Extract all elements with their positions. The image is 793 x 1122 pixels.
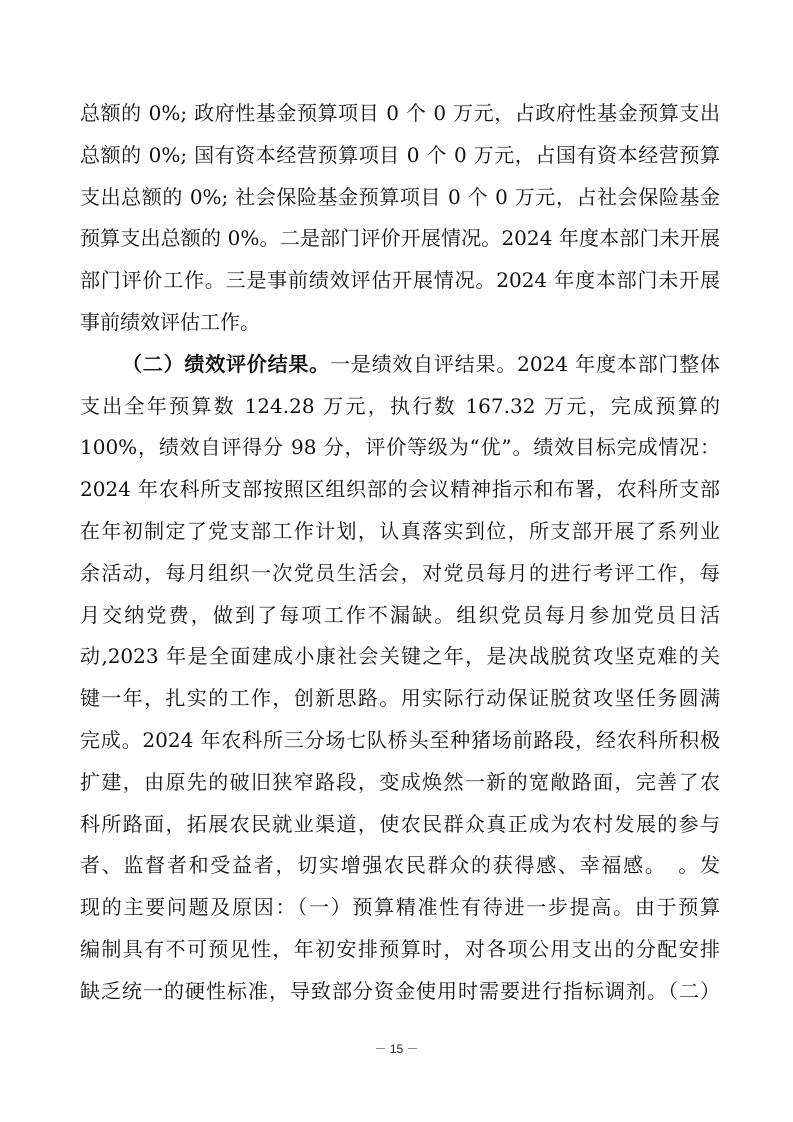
text-run: 一是绩效自评结果。2024 年度本部门整体 — [329, 351, 720, 376]
document-body — [80, 93, 720, 1013]
text-line: 月交纳党费，做到了每项工作不漏缺。组织党员每月参加党员日活 — [80, 602, 720, 627]
text-line: 100%，绩效自评得分 98 分，评价等级为“优”。绩效目标完成情况： — [80, 435, 720, 460]
text-line: 键一年，扎实的工作，创新思路。用实际行动保证脱贫攻坚任务圆满 — [80, 686, 720, 711]
paragraph-evaluation-results — [80, 344, 720, 1013]
text-line: 在年初制定了党支部工作计划，认真落实到位，所支部开展了系列业 — [80, 518, 720, 543]
text-line: 者、监督者和受益者，切实增强农民群众的获得感、幸福感。 。发 — [80, 853, 720, 878]
text-line: 事前绩效评估工作。 — [80, 309, 260, 334]
text-line-first — [80, 344, 720, 386]
text-line: 2024 年农科所支部按照区组织部的会议精神指示和布署，农科所支部 — [80, 477, 720, 502]
text-line: 总额的 0%; 国有资本经营预算项目 0 个 0 万元，占国有资本经营预算 — [80, 142, 720, 167]
text-line: 支出全年预算数 124.28 万元，执行数 167.32 万元，完成预算的 — [80, 393, 720, 418]
text-line: 动,2023 年是全面建成小康社会关键之年，是决战脱贫攻坚克难的关 — [80, 644, 720, 669]
text-line: 支出总额的 0%; 社会保险基金预算项目 0 个 0 万元，占社会保险基金 — [80, 184, 720, 209]
page-number: － 15 － — [374, 1042, 419, 1056]
text-line: 扩建，由原先的破旧狭窄路段，变成焕然一新的宽敞路面，完善了农 — [80, 769, 720, 794]
text-line: 余活动，每月组织一次党员生活会，对党员每月的进行考评工作，每 — [80, 560, 720, 585]
text-line: 总额的 0%; 政府性基金预算项目 0 个 0 万元，占政府性基金预算支出 — [80, 101, 720, 125]
text-line: 现的主要问题及原因：（一）预算精准性有待进一步提高。由于预算 — [80, 895, 720, 920]
text-line: 完成。2024 年农科所三分场七队桥头至种猪场前路段，经农科所积极 — [80, 727, 720, 752]
text-line: 缺乏统一的硬性标准，导致部分资金使用时需要进行指标调剂。（二） — [80, 978, 720, 1003]
text-line: 科所路面，拓展农民就业渠道，使农民群众真正成为农村发展的参与 — [80, 811, 720, 836]
section-heading: （二）绩效评价结果。 — [122, 351, 330, 376]
text-line: 编制具有不可预见性，年初安排预算时，对各项公用支出的分配安排 — [80, 936, 720, 961]
text-line: 部门评价工作。三是事前绩效评估开展情况。2024 年度本部门未开展 — [80, 268, 720, 293]
paragraph-budget-summary — [80, 93, 720, 344]
text-line: 预算支出总额的 0%。二是部门评价开展情况。2024 年度本部门未开展 — [80, 226, 720, 251]
